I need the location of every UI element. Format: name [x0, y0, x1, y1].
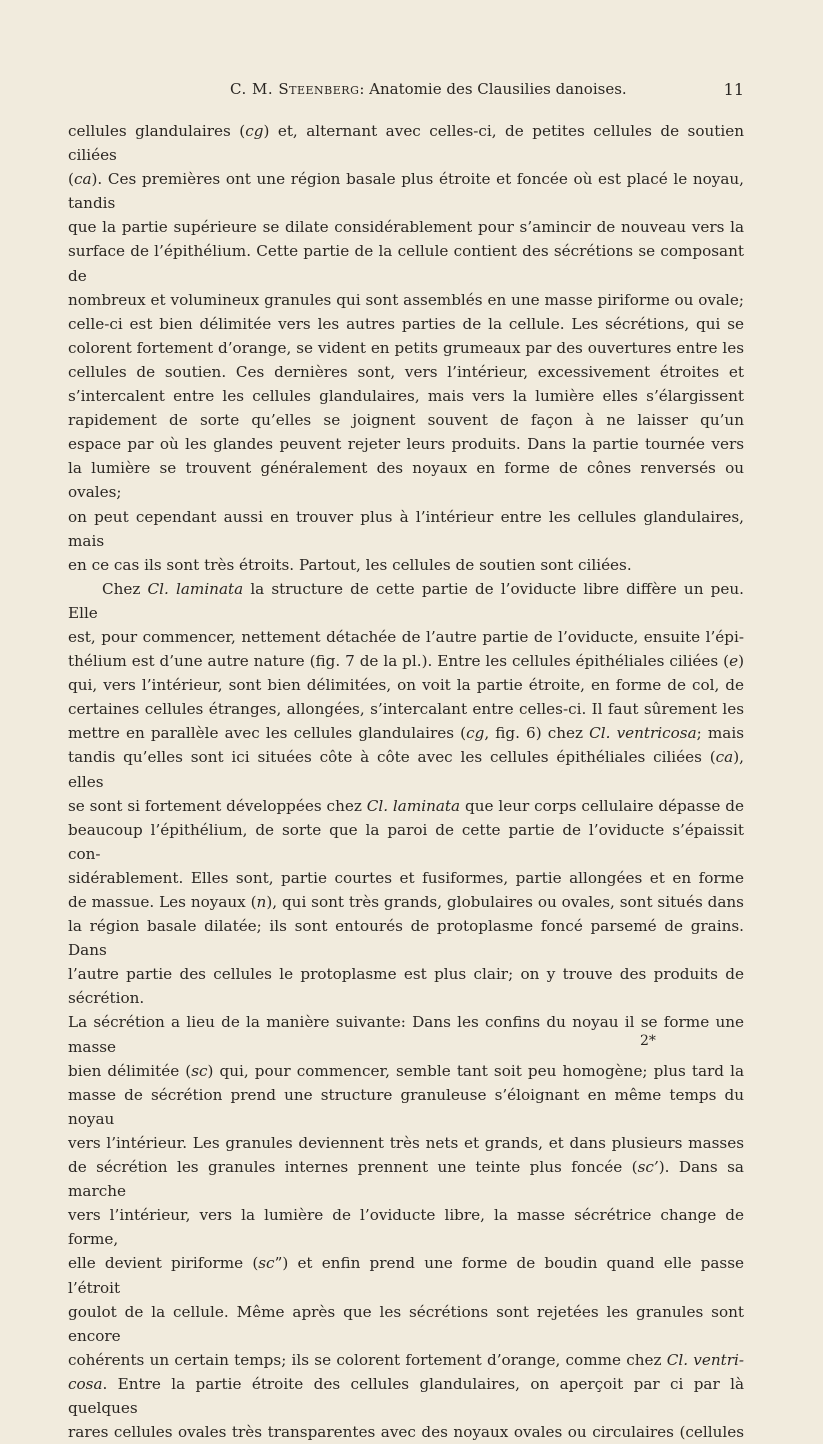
- text-line: [68, 167, 744, 215]
- text-line: [68, 360, 744, 384]
- text-line: [68, 505, 744, 553]
- text-run: cellules de soutien. Ces dernières sont, vers l’intérieur, excessivement étroites et: [68, 362, 744, 381]
- text-run: cellules glandulaires (: [68, 122, 246, 140]
- text-line: [68, 312, 744, 336]
- text-run: rapidement de sorte qu’elles se joignent souvent de façon à ne laisser qu’un: [68, 411, 744, 430]
- text-line: [68, 1131, 744, 1155]
- text-line: [68, 625, 744, 649]
- text-line: [68, 914, 744, 962]
- text-line: [68, 1203, 744, 1251]
- text-run: de sécrétion les granules internes prennent une teinte plus foncée (: [68, 1158, 638, 1177]
- text-line: [68, 962, 744, 1010]
- text-line: [68, 336, 744, 360]
- text-run: ; mais: [696, 724, 744, 743]
- body-text: [68, 119, 744, 1444]
- text-run: colorent fortement d’orange, se vident en petits grumeaux par des ouvertures entre les: [68, 338, 744, 357]
- text-line: [68, 456, 744, 504]
- italic-text: cosa: [68, 1374, 103, 1393]
- text-line: [68, 697, 744, 721]
- text-line: [68, 432, 744, 456]
- text-run: certaines cellules étranges, allongées, s’intercalant entre celles-ci. Il faut sûrement les: [68, 700, 744, 719]
- text-run: l’autre partie des cellules le protoplasme est plus clair; on y trouve des produits de sécrétion.: [68, 965, 744, 1008]
- text-line: [68, 288, 744, 312]
- text-line: [68, 215, 744, 239]
- text-line: [68, 577, 744, 625]
- italic-text: Cl. ventri-: [666, 1350, 744, 1369]
- text-run: goulot de la cellule. Même après que les sécrétions sont rejetées les granules sont encore: [68, 1302, 744, 1345]
- text-run: masse de sécrétion prend une structure granuleuse s’éloignant en même temps du noyau: [68, 1085, 744, 1128]
- italic-text: sc: [191, 1061, 208, 1080]
- text-run: celle-ci est bien délimitée vers les autres parties de la cellule. Les sécrétions, qui se: [68, 314, 744, 333]
- text-run: mettre en parallèle avec les cellules glandulaires (: [68, 724, 467, 743]
- text-line: [68, 1300, 744, 1348]
- text-run: beaucoup l’épithélium, de sorte que la paroi de cette partie de l’oviducte s’épaissit con-: [68, 820, 744, 863]
- text-run: vers l’intérieur, vers la lumière de l’oviducte libre, la masse sécrétrice change de forme,: [68, 1206, 744, 1249]
- text-run: de massue. Les noyaux (: [68, 893, 257, 911]
- text-run: vers l’intérieur. Les granules deviennent très nets et grands, et dans plusieurs masses: [68, 1133, 744, 1152]
- text-line: [68, 384, 744, 408]
- text-run: surface de l’épithélium. Cette partie de la cellule contient des sécrétions se composant de: [68, 242, 744, 285]
- text-line: [68, 1251, 744, 1299]
- article-title: : Anatomie des Clausilies danoises.: [359, 80, 627, 98]
- italic-text: cg: [245, 122, 264, 140]
- text-run: ”) et enfin prend une forme de boudin quand elle passe l’étroit: [68, 1254, 745, 1297]
- italic-text: sc’: [637, 1158, 659, 1177]
- text-line: [68, 408, 744, 432]
- italic-text: n: [256, 893, 267, 911]
- italic-text: cg: [466, 724, 485, 743]
- text-run: ). Ces premières ont une région basale plus étroite et foncée où est placé le noyau, tandis: [68, 170, 744, 213]
- text-run: La sécrétion a lieu de la manière suivante: Dans les confins du noyau il se forme une masse: [68, 1013, 744, 1056]
- italic-text: e: [729, 652, 739, 671]
- text-run: que leur corps cellulaire dépasse de: [460, 796, 744, 815]
- text-run: bien délimitée (: [68, 1061, 192, 1080]
- text-line: [68, 239, 744, 287]
- text-line: [68, 818, 744, 866]
- text-run: que la partie supérieure se dilate considérablement pour s’amincir de nouveau vers la: [68, 218, 744, 237]
- text-line: [68, 1083, 744, 1131]
- signature-mark: 2*: [640, 1033, 656, 1049]
- text-line: [68, 794, 744, 818]
- running-title: [230, 80, 627, 98]
- text-line: [68, 890, 744, 914]
- text-run: la lumière se trouvent généralement des noyaux en forme de cônes renversés ou ovales;: [68, 459, 744, 502]
- text-line: [68, 673, 744, 697]
- text-line: [68, 1420, 744, 1444]
- text-run: la structure de cette partie de l’oviducte libre diffère un peu. Elle: [68, 579, 744, 622]
- text-run: elle devient piriforme (: [68, 1254, 259, 1273]
- text-run: en ce cas ils sont très étroits. Partout, les cellules de soutien sont ciliées.: [68, 555, 632, 574]
- text-line: [68, 866, 744, 890]
- text-line: [68, 721, 744, 745]
- italic-text: Cl. laminata: [147, 579, 244, 598]
- italic-text: sc: [258, 1254, 275, 1273]
- italic-text: ca: [73, 170, 92, 189]
- text-run: ), elles: [68, 748, 744, 791]
- italic-text: Cl. laminata: [366, 796, 461, 815]
- text-run: ): [738, 652, 744, 671]
- text-run: (: [68, 170, 74, 189]
- text-run: cohérents un certain temps; ils se colorent fortement d’orange, comme chez: [68, 1350, 667, 1369]
- text-run: tandis qu’elles sont ici situées côte à côte avec les cellules épithéliales ciliées (: [68, 748, 716, 767]
- text-run: Chez: [102, 579, 148, 598]
- text-run: est, pour commencer, nettement détachée de l’autre partie de l’oviducte, ensuite l’épi-: [68, 627, 744, 646]
- text-run: ), qui sont très grands, globulaires ou ovales, sont situés dans: [266, 893, 744, 911]
- text-line: [68, 553, 744, 577]
- text-run: . Entre la partie étroite des cellules glandulaires, on aperçoit par ci par là quelques: [68, 1374, 744, 1417]
- author-name: C. M. Steenberg: [230, 80, 360, 98]
- running-header: [68, 80, 744, 102]
- text-line: [68, 119, 744, 167]
- text-run: la région basale dilatée; ils sont entourés de protoplasme foncé parsemé de grains. Dans: [68, 917, 744, 960]
- italic-text: ca: [715, 748, 734, 767]
- text-run: espace par où les glandes peuvent rejeter leurs produits. Dans la partie tournée vers: [68, 435, 744, 454]
- text-line: [68, 1155, 744, 1203]
- text-line: [68, 1059, 744, 1083]
- text-line: [68, 1372, 744, 1420]
- page-number: 11: [723, 80, 744, 99]
- text-line: [68, 745, 744, 793]
- text-run: qui, vers l’intérieur, sont bien délimitées, on voit la partie étroite, en forme de col, de: [68, 676, 744, 695]
- text-run: ). Dans sa marche: [68, 1158, 744, 1201]
- text-run: rares cellules ovales très transparentes avec des noyaux ovales ou circulaires (cellules: [68, 1423, 744, 1442]
- text-run: , fig. 6) chez: [484, 724, 590, 743]
- text-run: s’intercalent entre les cellules glandulaires, mais vers la lumière elles s’élargissent: [68, 387, 744, 406]
- text-run: ) et, alternant avec celles-ci, de petites cellules de soutien ciliées: [68, 122, 744, 165]
- text-run: thélium est d’une autre nature (fig. 7 de la pl.). Entre les cellules épithéliales ciliées (: [68, 652, 730, 671]
- text-run: ) qui, pour commencer, semble tant soit peu homogène; plus tard la: [207, 1061, 744, 1080]
- text-run: nombreux et volumineux granules qui sont assemblés en une masse piriforme ou ovale;: [68, 290, 744, 309]
- text-run: on peut cependant aussi en trouver plus à l’intérieur entre les cellules glandulaires, mais: [68, 507, 744, 550]
- text-run: se sont si fortement développées chez: [68, 796, 367, 815]
- text-line: [68, 649, 744, 673]
- text-line: [68, 1348, 744, 1372]
- italic-text: Cl. ventricosa: [589, 724, 697, 743]
- text-run: sidérablement. Elles sont, partie courtes et fusiformes, partie allongées et en forme: [68, 868, 744, 887]
